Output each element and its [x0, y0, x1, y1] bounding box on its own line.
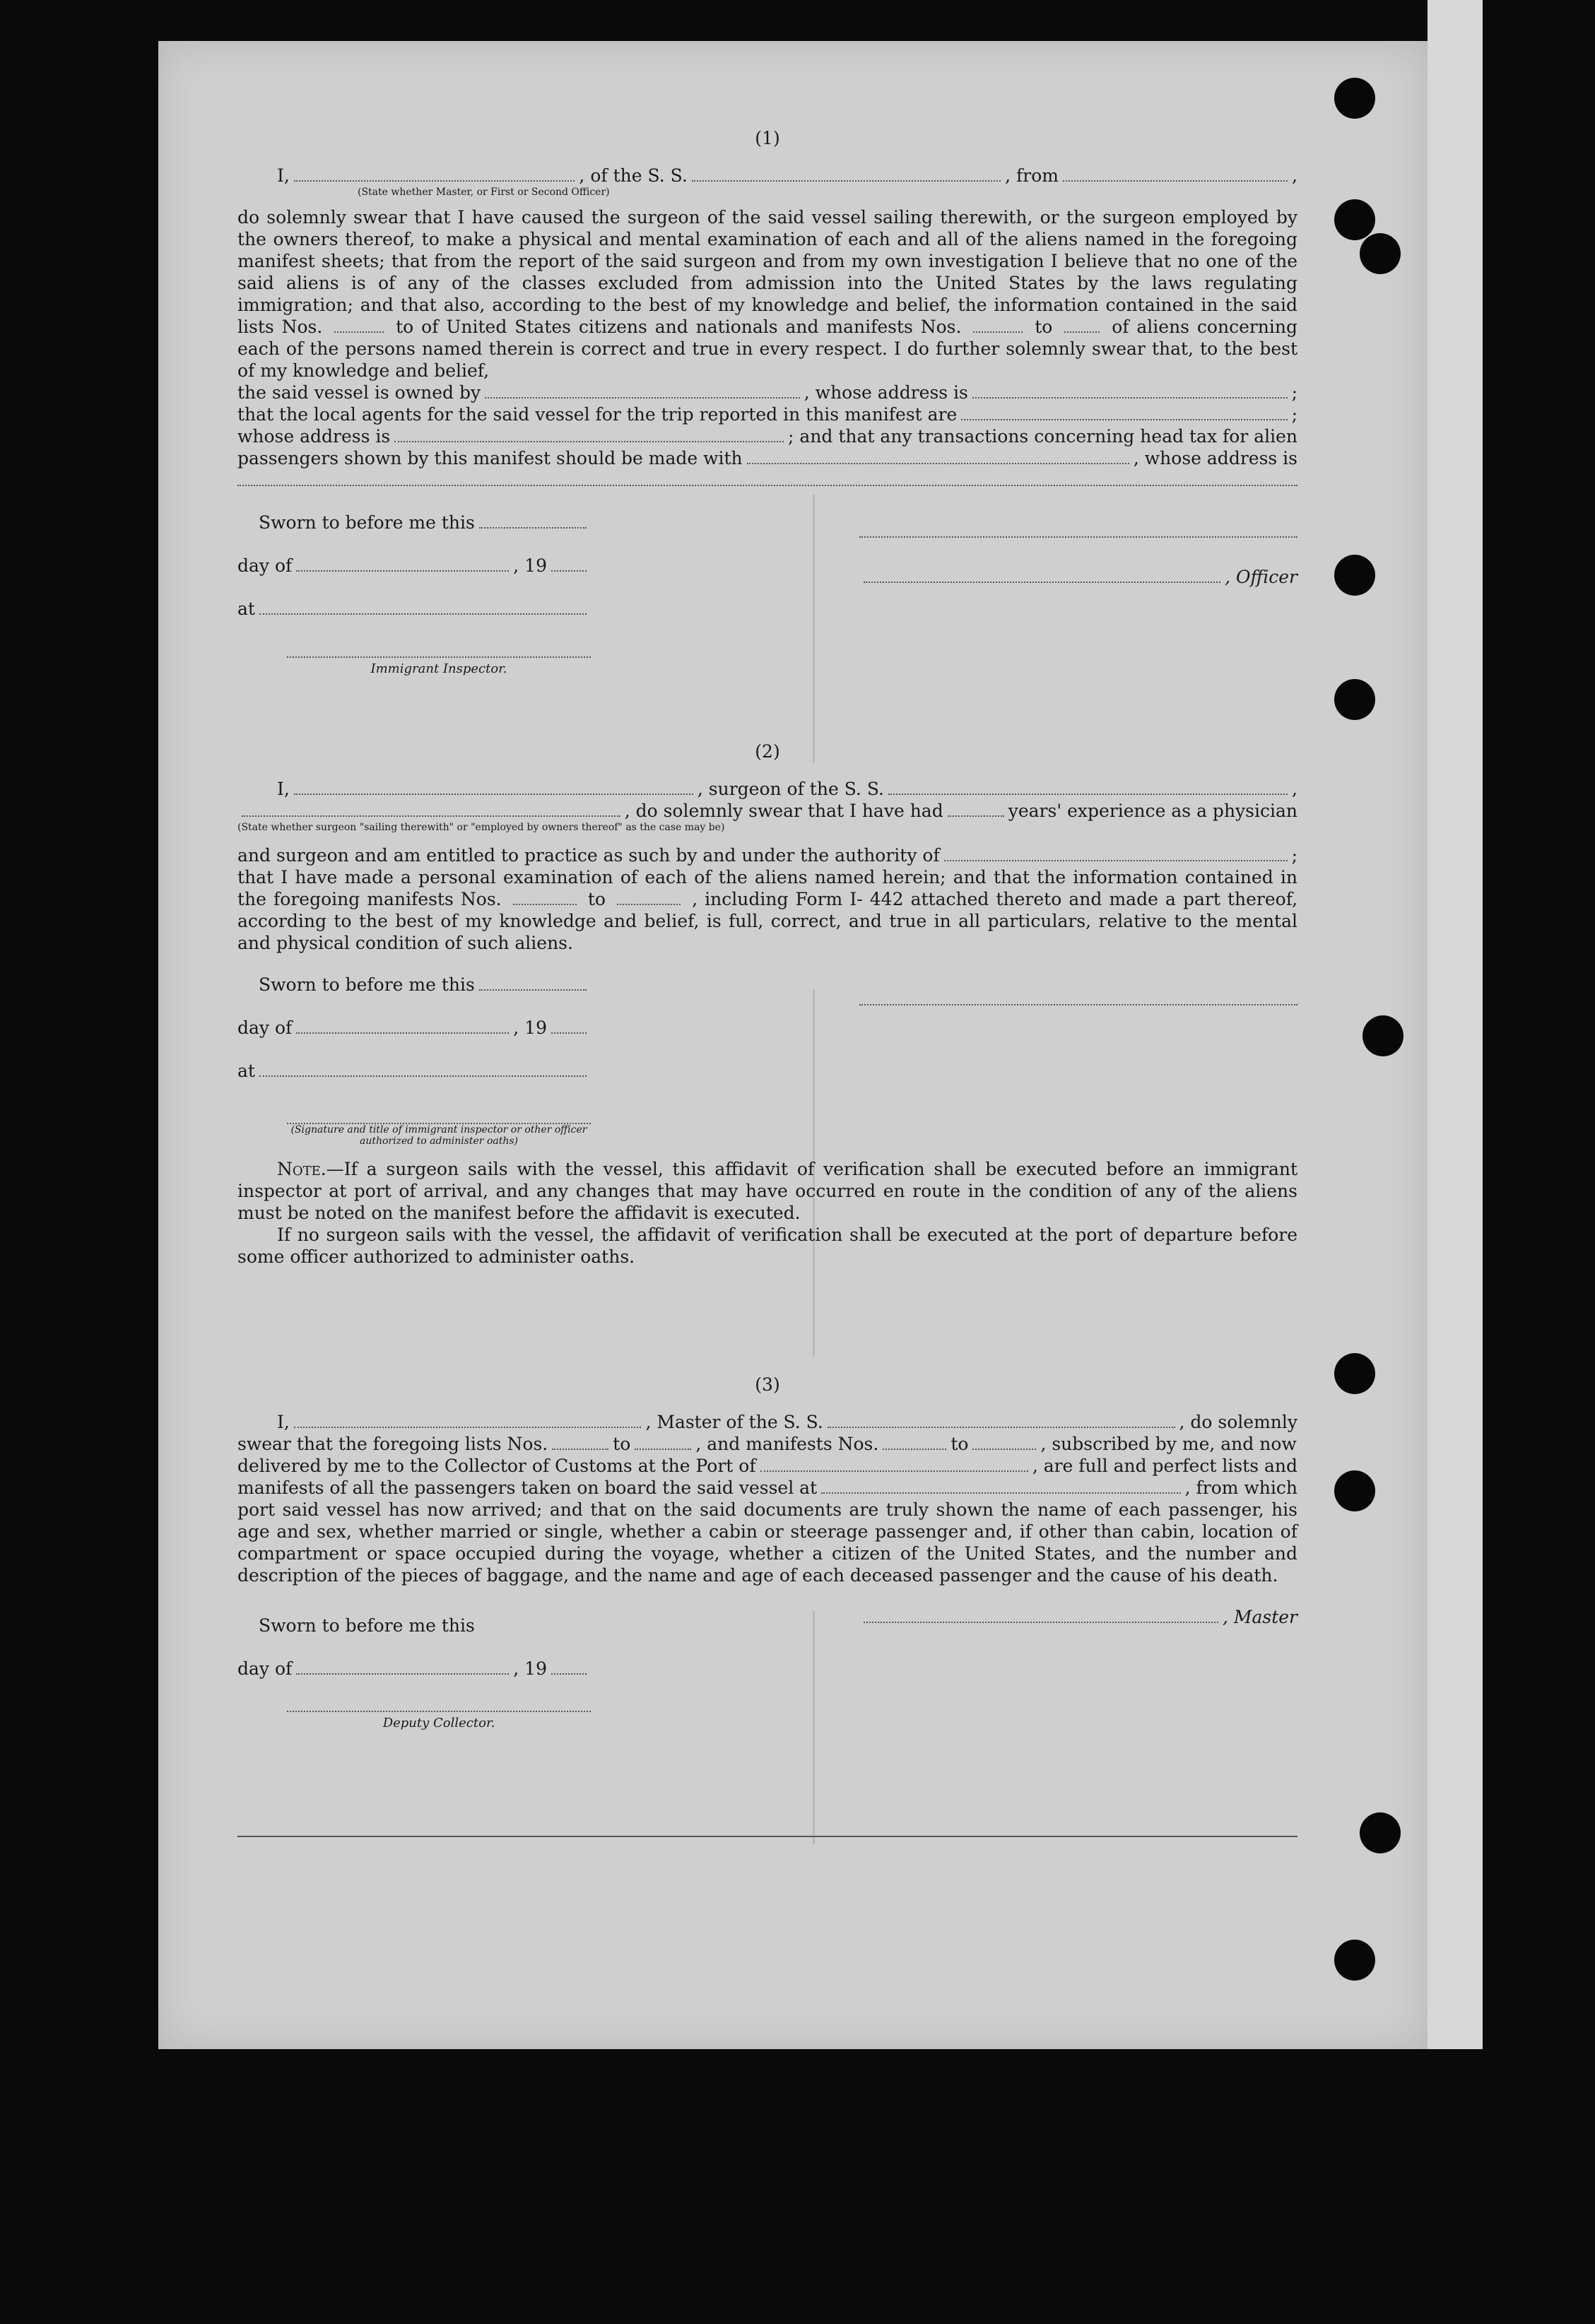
agents-line: that the local agents for the said vessel for the trip reported in this manifest are ;: [237, 404, 1297, 425]
owner-field[interactable]: [485, 382, 800, 399]
section-1-sub-caption: (State whether Master, or First or Second Officer): [358, 187, 610, 198]
inspector-caption: Immigrant Inspector.: [370, 661, 507, 676]
owner-address-field[interactable]: [972, 382, 1288, 399]
section-3-signatures: Sworn to before me this day of , 19 Deputy Collector. , Master: [237, 1606, 1297, 1734]
port-of-field[interactable]: [760, 1455, 1028, 1472]
deputy-caption: Deputy Collector.: [382, 1716, 495, 1730]
master-name-field[interactable]: [294, 1411, 642, 1428]
officer-signature-line-2[interactable]: [864, 566, 1220, 583]
s3-manifests-to-field[interactable]: [972, 1433, 1036, 1450]
manifests-to-field[interactable]: [1064, 316, 1100, 333]
manifests-from-field[interactable]: [973, 316, 1023, 333]
punch-hole: [1360, 1812, 1401, 1853]
punch-hole: [1360, 233, 1401, 274]
section-3-port-line: delivered by me to the Collector of Customs at the Port of , are full and perfect lists and: [237, 1456, 1297, 1476]
agents-field[interactable]: [961, 403, 1287, 420]
head-tax-party-field[interactable]: [747, 447, 1129, 464]
authority-line: and surgeon and am entitled to practice as such by and under the authority of ;: [237, 845, 1297, 866]
section-3-taken-line: manifests of all the passengers taken on board the said vessel at , from which: [237, 1477, 1297, 1498]
section-3-number: (3): [755, 1374, 780, 1395]
s2-year-field[interactable]: [551, 1017, 587, 1034]
section-3-header-line: I, , Master of the S. S. , do solemnly: [277, 1412, 1297, 1432]
section-3-lists-line: swear that the foregoing lists Nos. to , and manifests Nos. to , subscribed by me, and now: [237, 1434, 1297, 1454]
sworn-date-field[interactable]: [479, 512, 587, 529]
bottom-rule: [237, 1836, 1297, 1837]
section-2-number: (2): [755, 741, 780, 762]
port-from-field[interactable]: [1063, 165, 1288, 182]
surgeon-name-field[interactable]: [294, 778, 693, 795]
s2-day-of-field[interactable]: [296, 1017, 509, 1034]
surgeon-signature-line[interactable]: [859, 989, 1297, 1005]
s3-year-field[interactable]: [551, 1658, 587, 1675]
section-2-header-line: I, , surgeon of the S. S. ,: [277, 779, 1297, 799]
section-2-sub-caption: (State whether surgeon "sailing therewith" or "employed by owners thereof" as the case may be): [237, 822, 725, 833]
section-1-signatures: Sworn to before me this day of , 19 at Immigrant Inspector. , Officer: [237, 512, 1297, 680]
punch-hole: [1334, 1353, 1375, 1394]
section-2-body: that I have made a personal examination of each of the aliens named herein; and that the information contained in the foregoing manifests Nos. to , including Form I- 442 attached thereto and made a part thereof, according to the best of my knowledge and belief, is full, correct, and true in all particulars, relative to the mental and physical condition of such aliens.: [237, 867, 1298, 953]
deputy-signature-line[interactable]: [287, 1695, 591, 1712]
punch-hole: [1334, 679, 1375, 720]
s3-lists-to-field[interactable]: [635, 1433, 691, 1450]
agents-address-line: whose address is ; and that any transactions concerning head tax for alien: [237, 426, 1297, 447]
s3-vessel-field[interactable]: [828, 1411, 1175, 1428]
punch-hole: [1362, 1015, 1403, 1056]
s2-manifests-from-field[interactable]: [513, 888, 577, 905]
authority-field[interactable]: [944, 844, 1288, 861]
section-3-body: port said vessel has now arrived; and that on the said documents are truly shown the name of each passenger, his age and sex, whether married or single, whether a cabin or steerage passenger and, if other than cabin, location of compartment or space occupied during the voyage, whether a citizen of the United States, and the number and description of the pieces of baggage, and the name and age of each deceased passenger and the cause of his death.: [237, 1499, 1297, 1586]
master-signature-line[interactable]: [864, 1606, 1218, 1623]
note-paragraph-2: If no surgeon sails with the vessel, the affidavit of verification shall be executed at the port of departure before some officer authorized to administer oaths.: [237, 1225, 1297, 1267]
day-of-field[interactable]: [296, 555, 509, 572]
inspector-signature-line[interactable]: [287, 641, 591, 658]
punch-hole: [1334, 1470, 1375, 1511]
surgeon-vessel-field[interactable]: [888, 778, 1288, 795]
agents-address-field[interactable]: [394, 425, 784, 442]
section-1-body: do solemnly swear that I have caused the surgeon of the said vessel sailing therewith, or the surgeon employed by the owners thereof, to make a physical and mental examination of each and all of the aliens named in the foregoing manifest sheets; that from the report of the said surgeon and from my own investigation I believe that no one of the said aliens is of any of the classes excluded from admission into the United States by the laws regulating immigration; and that also, according to the best of my knowledge and belief, the information contained in the said lists Nos. to of United States citizens and nationals and manifests Nos. to of aliens concerning each of the persons named therein is correct and true in every respect. I do further solemnly swear that, to the best of my knowledge and belief,: [237, 207, 1298, 381]
section-1-number: (1): [755, 128, 780, 148]
year-field[interactable]: [551, 555, 587, 572]
lists-from-field[interactable]: [334, 316, 384, 333]
punch-hole: [1334, 78, 1375, 119]
officer-signature-line-1[interactable]: [859, 521, 1297, 538]
punch-hole: [1334, 555, 1375, 596]
at-place-field[interactable]: [259, 598, 587, 615]
embark-port-field[interactable]: [821, 1477, 1180, 1494]
punch-hole: [1334, 199, 1375, 240]
surgeon-status-field[interactable]: [242, 800, 620, 817]
s2-signature-caption: (Signature and title of immigrant inspector or other officer authorized to administer oaths): [290, 1124, 587, 1147]
note-paragraph: Note.—If a surgeon sails with the vessel, this affidavit of verification shall be executed before an immigrant inspector at port of arrival, and any changes that may have occurred en route in the condition of any of the aliens must be noted on the manifest before the affidavit is executed.: [237, 1159, 1297, 1223]
section-2-experience-line: , do solemnly swear that I have had years' experience as a physician: [237, 800, 1297, 822]
section-2-signatures: Sworn to before me this day of , 19 at (Signature and title of immigrant inspector or other officer authorized to administer oaths): [237, 974, 1297, 1147]
s2-sworn-date-field[interactable]: [479, 974, 587, 991]
vessel-name-field[interactable]: [692, 165, 1001, 182]
s3-manifests-from-field[interactable]: [883, 1433, 946, 1450]
s2-manifests-to-field[interactable]: [617, 888, 681, 905]
page-edge: [1428, 0, 1483, 2049]
passengers-line: passengers shown by this manifest should be made with , whose address is: [237, 448, 1297, 468]
s3-lists-from-field[interactable]: [552, 1433, 608, 1450]
s2-inspector-signature-line[interactable]: [287, 1107, 591, 1124]
s3-day-of-field[interactable]: [296, 1658, 509, 1675]
s2-at-place-field[interactable]: [259, 1060, 587, 1077]
punch-hole: [1334, 1940, 1375, 1981]
head-tax-address-field[interactable]: [237, 469, 1297, 486]
section-1-header-line: I, , of the S. S. , from ,: [277, 165, 1297, 186]
officer-name-field[interactable]: [294, 165, 575, 182]
years-experience-field[interactable]: [948, 800, 1004, 817]
affidavit-content: [237, 127, 1297, 1734]
owned-by-line: the said vessel is owned by , whose address is ;: [237, 382, 1298, 403]
